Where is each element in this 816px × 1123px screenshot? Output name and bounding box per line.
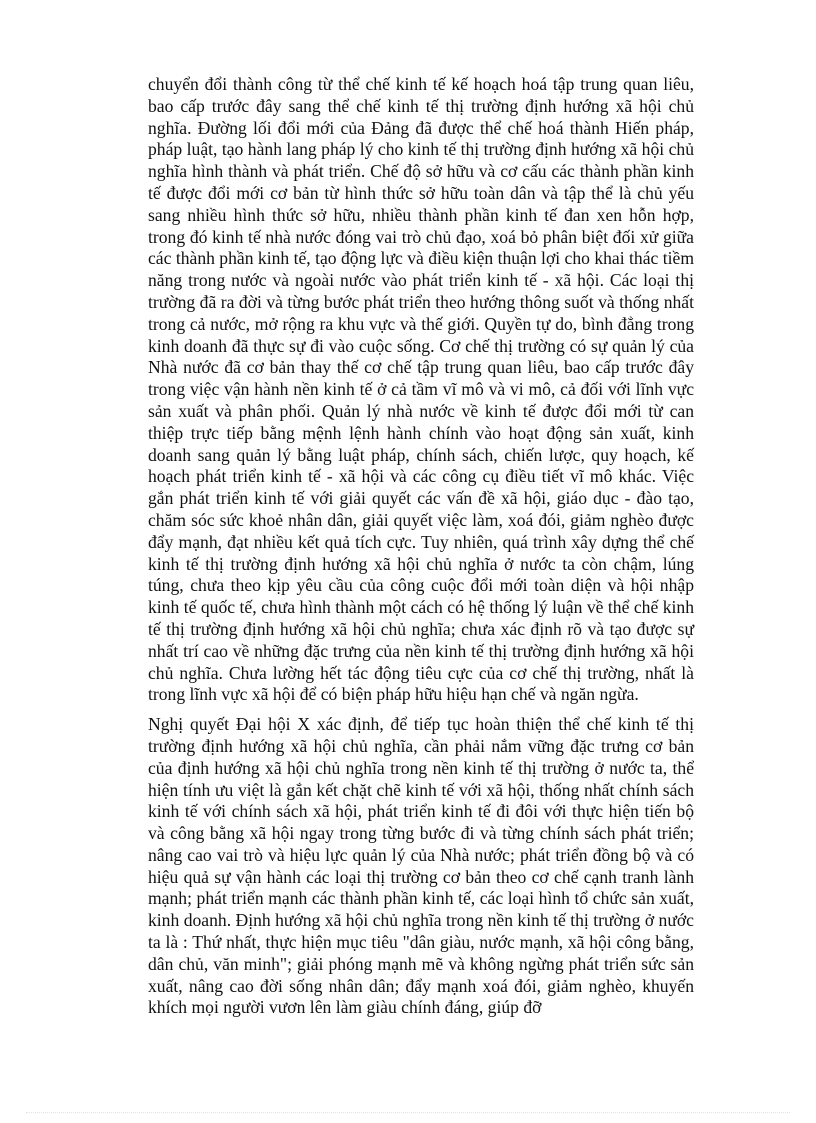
paragraph-2: Nghị quyết Đại hội X xác định, để tiếp tục hoàn thiện thể chế kinh tế thị trường định hướng xã hội chủ nghĩa, cần phải nắm vững đặc trưng cơ bản của định hướng xã hội chủ nghĩa trong nền kinh tế thị trường ở nước ta, thể hiện tính ưu việt là gắn kết chặt chẽ kinh tế với xã hội, thống nhất chính sách kinh tế với chính sách xã hội, phát triển kinh tế đi đôi với thực hiện tiến bộ và công bằng xã hội ngay trong từng bước đi và từng chính sách phát triển; nâng cao vai trò và hiệu lực quản lý của Nhà nước; phát triển đồng bộ và có hiệu quả sự vận hành các loại thị trường cơ bản theo cơ chế cạnh tranh lành mạnh; phát triển mạnh các thành phần kinh tế, các loại hình tổ chức sản xuất, kinh doanh. Định hướng xã hội chủ nghĩa trong nền kinh tế thị trường ở nước ta là : Thứ nhất, thực hiện mục tiêu "dân giàu, nước mạnh, xã hội công bằng, dân chủ, văn minh"; giải phóng mạnh mẽ và không ngừng phát triển sức sản xuất, nâng cao đời sống nhân dân; đẩy mạnh xoá đói, giảm nghèo, khuyến khích mọi người vươn lên làm giàu chính đáng, giúp đỡ [148, 714, 694, 1018]
page-bottom-divider [26, 1112, 790, 1113]
paragraph-1: chuyển đổi thành công từ thể chế kinh tế kế hoạch hoá tập trung quan liêu, bao cấp trước đây sang thể chế kinh tế thị trường định hướng xã hội chủ nghĩa. Đường lối đổi mới của Đảng đã được thể chế hoá thành Hiến pháp, pháp luật, tạo hành lang pháp lý cho kinh tế thị trường định hướng xã hội chủ nghĩa hình thành và phát triển. Chế độ sở hữu và cơ cấu các thành phần kinh tế được đổi mới cơ bản từ hình thức sở hữu toàn dân và tập thể là chủ yếu sang nhiều hình thức sở hữu, nhiều thành phần kinh tế đan xen hỗn hợp, trong đó kinh tế nhà nước đóng vai trò chủ đạo, xoá bỏ phân biệt đối xử giữa các thành phần kinh tế, tạo động lực và điều kiện thuận lợi cho khai thác tiềm năng trong nước và ngoài nước vào phát triển kinh tế - xã hội. Các loại thị trường đã ra đời và từng bước phát triển theo hướng thông suốt và thống nhất trong cả nước, mở rộng ra khu vực và thế giới. Quyền tự do, bình đẳng trong kinh doanh đã thực sự đi vào cuộc sống. Cơ chế thị trường có sự quản lý của Nhà nước đã cơ bản thay thế cơ chế tập trung quan liêu, bao cấp trước đây trong việc vận hành nền kinh tế ở cả tầm vĩ mô và vi mô, cả đối với lĩnh vực sản xuất và phân phối. Quản lý nhà nước về kinh tế được đổi mới từ can thiệp trực tiếp bằng mệnh lệnh hành chính vào hoạt động sản xuất, kinh doanh sang quản lý bằng luật pháp, chính sách, chiến lược, quy hoạch, kế hoạch phát triển kinh tế - xã hội và các công cụ điều tiết vĩ mô khác. Việc gắn phát triển kinh tế với giải quyết các vấn đề xã hội, giáo dục - đào tạo, chăm sóc sức khoẻ nhân dân, giải quyết việc làm, xoá đói, giảm nghèo được đẩy mạnh, đạt nhiều kết quả tích cực. Tuy nhiên, quá trình xây dựng thể chế kinh tế thị trường định hướng xã hội chủ nghĩa ở nước ta còn chậm, lúng túng, chưa theo kịp yêu cầu của công cuộc đổi mới toàn diện và hội nhập kinh tế quốc tế, chưa hình thành một cách có hệ thống lý luận về thể chế kinh tế thị trường định hướng xã hội chủ nghĩa; chưa xác định rõ và tạo được sự nhất trí cao về những đặc trưng của nền kinh tế thị trường định hướng xã hội chủ nghĩa. Chưa lường hết tác động tiêu cực của cơ chế thị trường, nhất là trong lĩnh vực xã hội để có biện pháp hữu hiệu hạn chế và ngăn ngừa. [148, 74, 694, 705]
body-text [148, 74, 694, 1019]
